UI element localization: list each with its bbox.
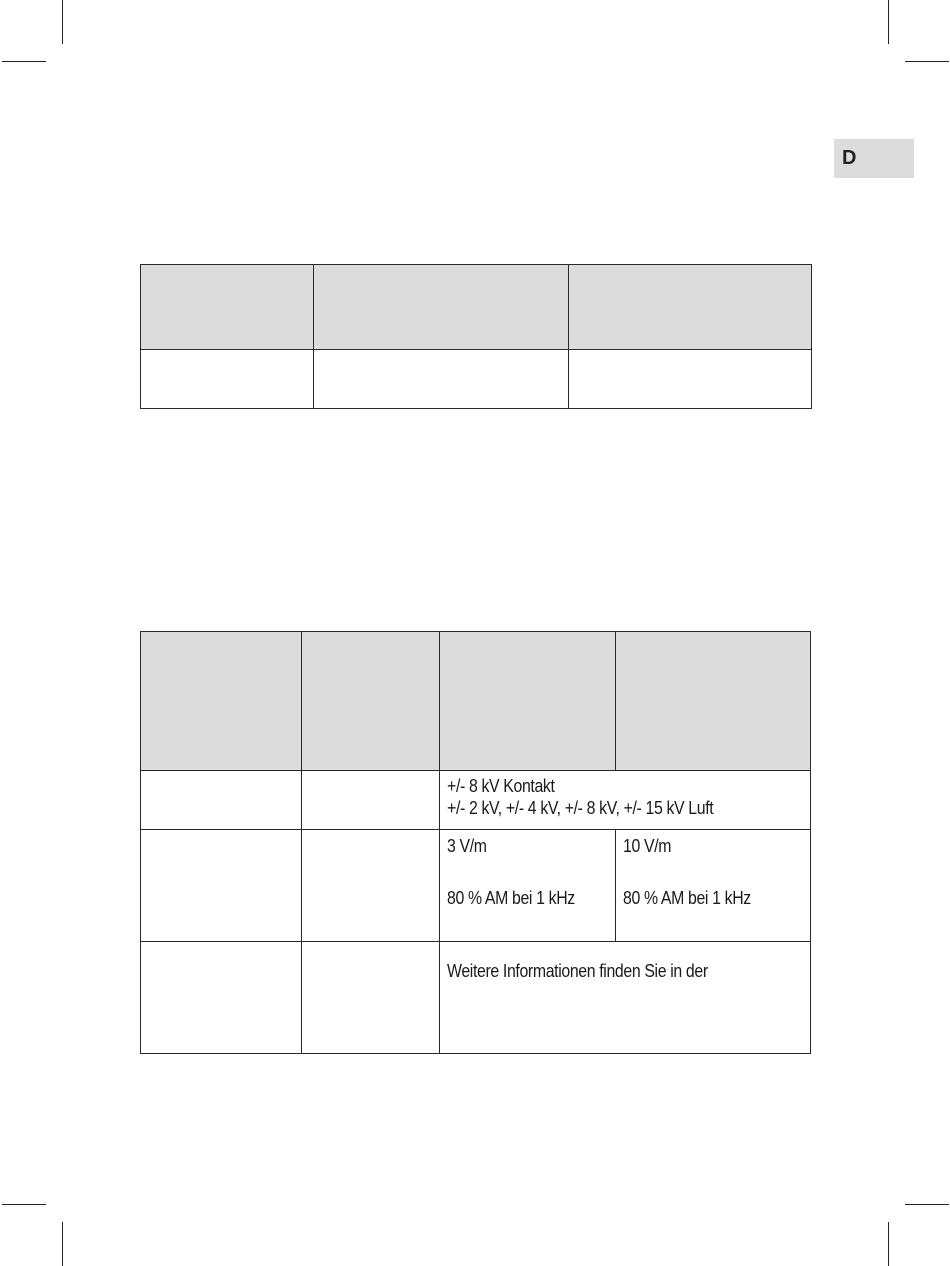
crop-mark-top-left-horizontal (2, 61, 46, 62)
level-line: 10 V/m (623, 836, 672, 856)
table-row (141, 830, 811, 942)
standard-cell (302, 942, 440, 1054)
table-cell (314, 350, 569, 409)
header-cell (440, 632, 616, 771)
level-line: +/- 8 kV Kontakt (447, 776, 555, 796)
note-cell (440, 942, 811, 1054)
header-cell (616, 632, 811, 771)
test-cell (141, 830, 302, 942)
table-header-row (141, 265, 812, 350)
immunity-table (140, 631, 811, 1054)
level-line: 80 % AM bei 1 kHz (447, 888, 575, 908)
table-row (141, 350, 812, 409)
test-cell (141, 771, 302, 830)
crop-mark-bottom-left-vertical (62, 1222, 63, 1266)
level-line: 3 V/m (447, 836, 487, 856)
table-header-row (141, 632, 811, 771)
header-cell (141, 265, 314, 350)
emission-table (140, 264, 812, 409)
header-cell (314, 265, 569, 350)
standard-cell (302, 771, 440, 830)
crop-mark-top-right-vertical (888, 0, 889, 44)
crop-mark-bottom-right-horizontal (905, 1204, 949, 1205)
header-cell (569, 265, 812, 350)
note-text: Weitere Informationen finden Sie in der (447, 961, 708, 981)
table-cell (569, 350, 812, 409)
compliance-cell (616, 830, 811, 942)
language-tab-label: D (842, 147, 857, 169)
table-row (141, 942, 811, 1054)
table-row (141, 771, 811, 830)
level-cell (440, 771, 811, 830)
test-cell (141, 942, 302, 1054)
crop-mark-bottom-right-vertical (888, 1222, 889, 1266)
crop-mark-top-right-horizontal (905, 61, 949, 62)
crop-mark-bottom-left-horizontal (2, 1204, 46, 1205)
standard-cell (302, 830, 440, 942)
table-cell (141, 350, 314, 409)
level-line: 80 % AM bei 1 kHz (623, 888, 751, 908)
language-tab (834, 139, 914, 178)
level-cell (440, 830, 616, 942)
level-line: +/- 2 kV, +/- 4 kV, +/- 8 kV, +/- 15 kV Luft (447, 798, 714, 818)
header-cell (302, 632, 440, 771)
crop-mark-top-left-vertical (62, 0, 63, 44)
header-cell (141, 632, 302, 771)
